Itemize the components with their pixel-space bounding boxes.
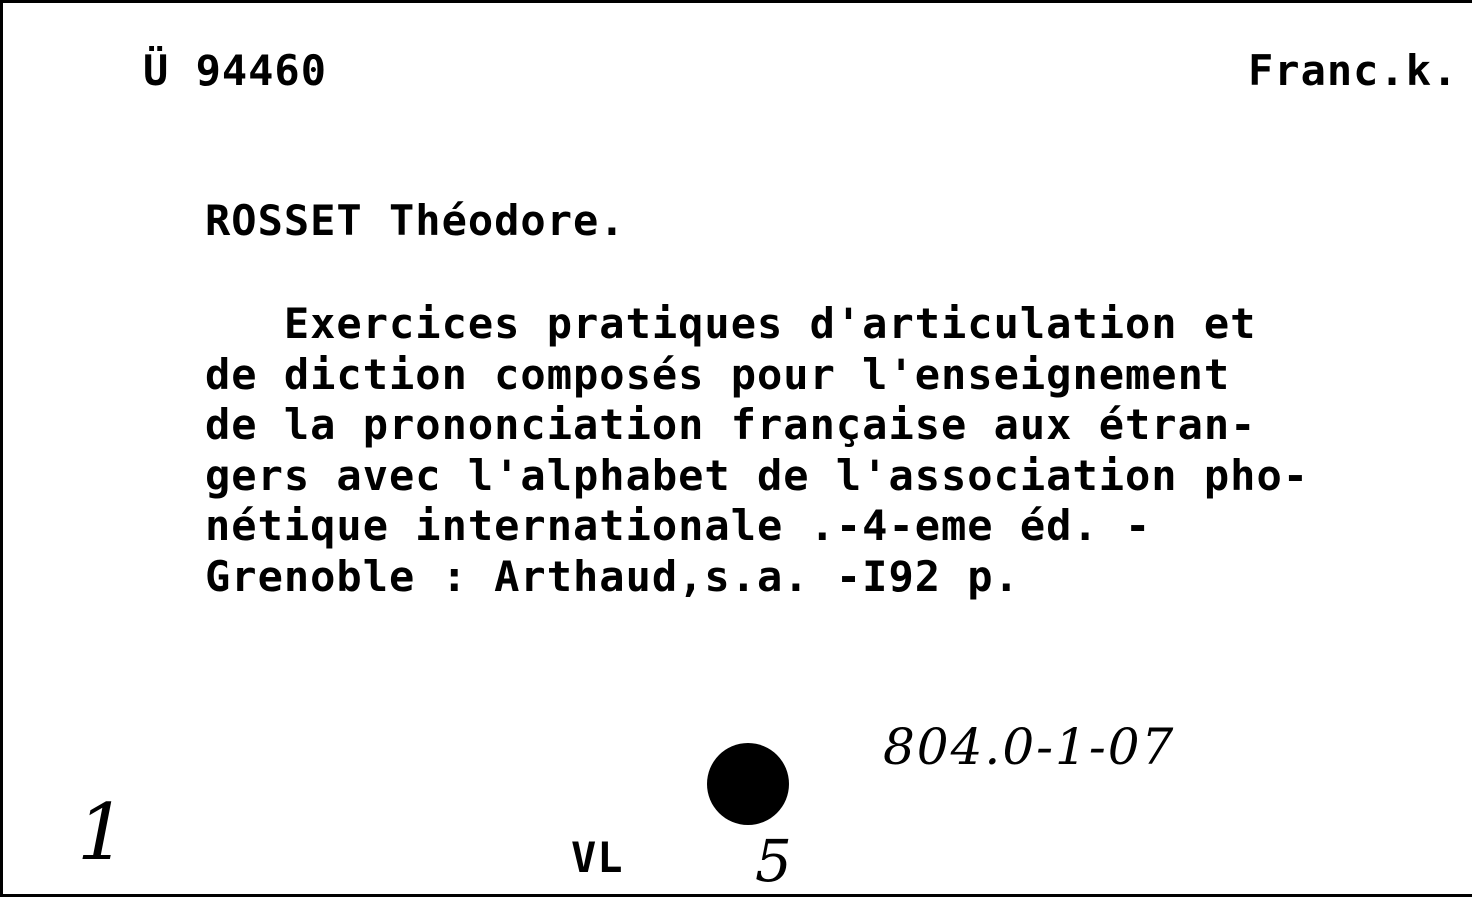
- description-line: de la prononciation française aux étran-: [205, 400, 1257, 449]
- classification-code: Franc.k.: [1248, 46, 1459, 95]
- bibliographic-description: [205, 299, 1309, 602]
- author-heading: ROSSET Théodore.: [205, 196, 626, 245]
- library-code: VL: [571, 833, 624, 882]
- description-line: Grenoble : Arthaud,s.a. -I92 p.: [205, 551, 1020, 601]
- handwritten-classification: 804.0-1-07: [883, 718, 1176, 776]
- description-line: gers avec l'alphabet de l'association pho-: [205, 450, 1310, 500]
- description-line: nétique internationale .-4-eme éd. -: [205, 501, 1152, 550]
- punch-hole: [707, 743, 789, 825]
- shelfmark: Ü 94460: [143, 46, 328, 95]
- description-line: Exercices pratiques d'articulation et: [205, 299, 1257, 348]
- description-line: de diction composés pour l'enseignement: [205, 349, 1231, 399]
- handwritten-number-left: 1: [77, 788, 127, 878]
- handwritten-number-bottom: 5: [755, 827, 792, 895]
